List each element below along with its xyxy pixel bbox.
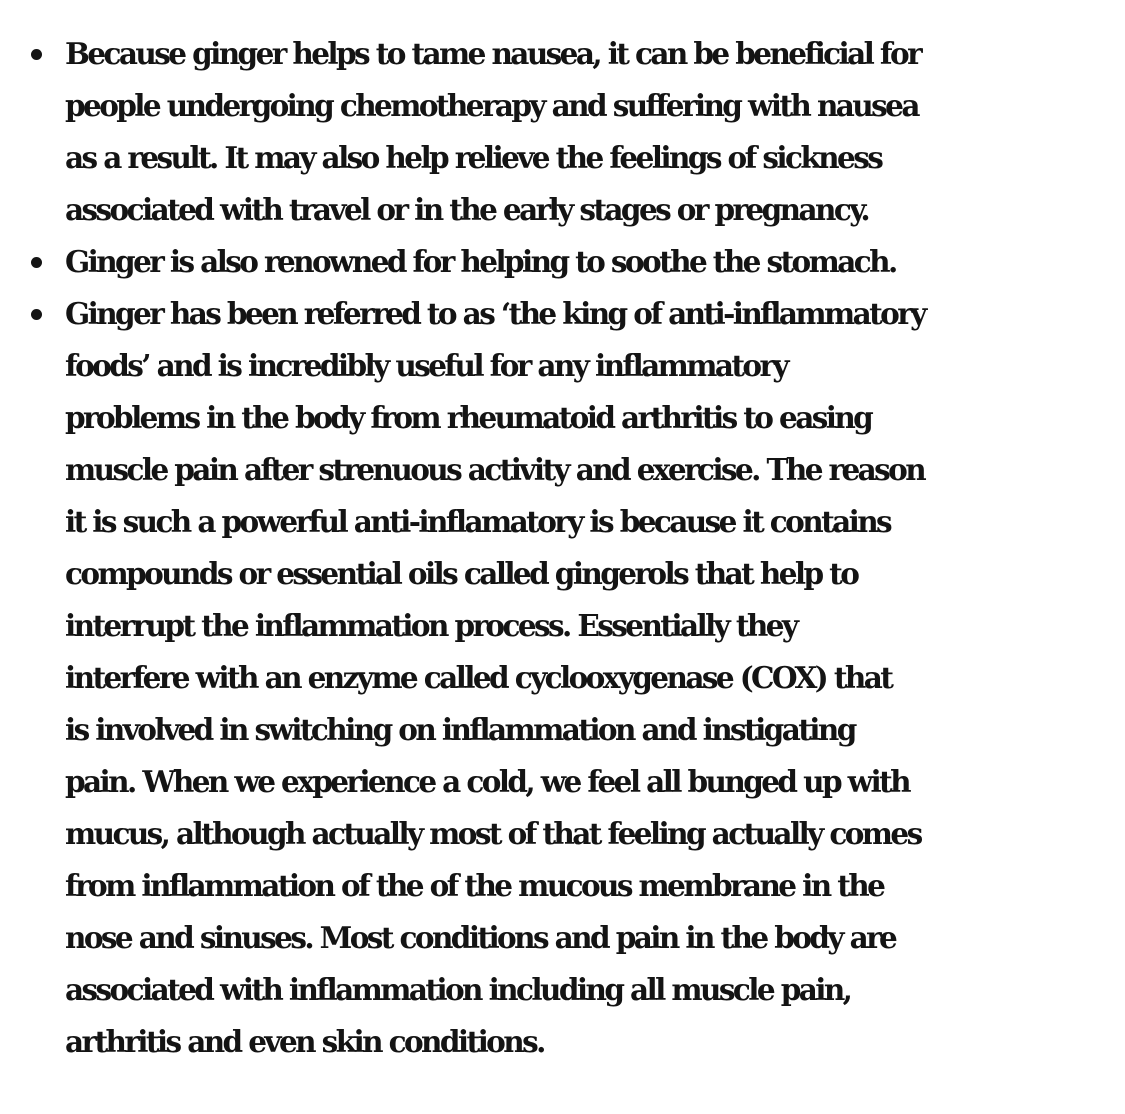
bullet-item-stomach	[0, 236, 1125, 288]
text-line: interfere with an enzyme called cyclooxygenase (COX) that	[65, 660, 892, 695]
text-line: pain. When we experience a cold, we feel all bunged up with	[65, 764, 909, 799]
text-line: Because ginger helps to tame nausea, it can be beneficial for	[65, 36, 921, 71]
bullet-dot-icon	[31, 49, 42, 60]
text-line: compounds or essential oils called gingerols that help to	[65, 556, 858, 591]
bullet-item-nausea	[0, 28, 1125, 236]
text-line: as a result. It may also help relieve the feelings of sickness	[65, 140, 882, 175]
bullet-dot-icon	[31, 257, 42, 268]
text-line: interrupt the inflammation process. Essentially they	[65, 608, 797, 643]
bullet-list	[0, 28, 1125, 1068]
text-line: muscle pain after strenuous activity and exercise. The reason	[65, 452, 925, 487]
text-line: arthritis and even skin conditions.	[65, 1024, 544, 1059]
text-line: mucus, although actually most of that feeling actually comes	[65, 816, 921, 851]
text-line: problems in the body from rheumatoid arthritis to easing	[65, 400, 872, 435]
text-line: associated with travel or in the early stages or pregnancy.	[65, 192, 869, 227]
bullet-dot-icon	[31, 309, 42, 320]
text-line: Ginger is also renowned for helping to soothe the stomach.	[65, 244, 896, 279]
bullet-item-inflammation	[0, 288, 1125, 1068]
text-line: foods’ and is incredibly useful for any inflammatory	[65, 348, 787, 383]
text-line: it is such a powerful anti-inflamatory is because it contains	[65, 504, 891, 539]
text-line: associated with inflammation including all muscle pain,	[65, 972, 851, 1007]
text-line: people undergoing chemotherapy and suffering with nausea	[65, 88, 918, 123]
text-line: nose and sinuses. Most conditions and pain in the body are	[65, 920, 896, 955]
text-line: Ginger has been referred to as ‘the king of anti-inflammatory	[65, 296, 925, 331]
text-line: is involved in switching on inflammation and instigating	[65, 712, 855, 747]
text-line: from inflammation of the of the mucous membrane in the	[65, 868, 884, 903]
